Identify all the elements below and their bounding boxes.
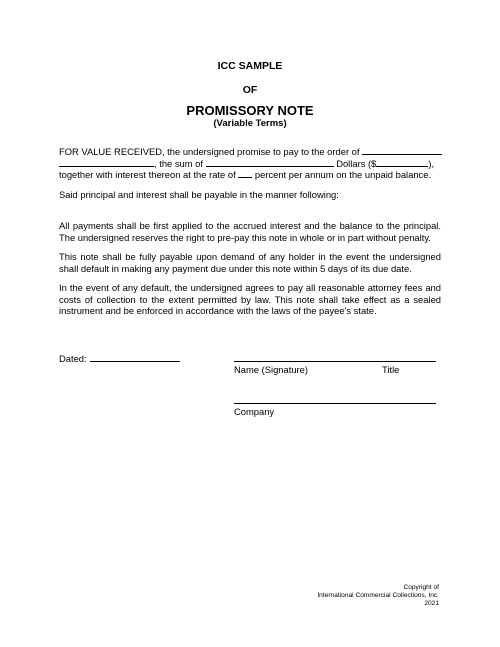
copyright-year: 2021	[424, 600, 439, 608]
paragraph-1-text-f: percent per annum on the unpaid balance.	[254, 169, 432, 181]
copyright-footer	[317, 584, 439, 609]
interest-rate-blank[interactable]	[238, 169, 252, 178]
copyright-line-2: International Commercial Collections, Inc.	[317, 592, 439, 600]
paragraph-1-line-2	[59, 158, 449, 170]
date-line[interactable]	[90, 361, 180, 362]
doc-header-line1: ICC SAMPLE	[217, 60, 283, 72]
company-line[interactable]	[234, 403, 436, 404]
paragraph-1-line-1	[59, 146, 449, 158]
paragraph-1-line-3	[59, 169, 449, 181]
document-subtitle: (Variable Terms)	[213, 118, 287, 129]
document-title: PROMISSORY NOTE	[186, 103, 314, 118]
paragraph-1-text-c: Dollars ($	[336, 157, 377, 169]
paragraph-1	[59, 146, 449, 181]
dated-label: Dated:	[59, 353, 87, 364]
amount-dollars-blank[interactable]	[376, 158, 428, 167]
paragraph-1-text-e: together with interest thereon at the rate of	[59, 169, 236, 181]
amount-words-blank[interactable]	[206, 158, 334, 167]
name-signature-label: Name (Signature)	[234, 364, 308, 375]
payee-blank-continued[interactable]	[59, 158, 154, 167]
signature-line[interactable]	[234, 361, 436, 362]
title-label: Title	[382, 364, 400, 375]
company-label: Company	[234, 406, 275, 417]
doc-header-line2: OF	[242, 84, 258, 96]
paragraph-1-text-a: FOR VALUE RECEIVED, the undersigned promise to pay to the order of	[59, 146, 360, 157]
payee-blank[interactable]	[362, 146, 442, 155]
paragraph-1-text-b: , the sum of	[154, 157, 203, 169]
paragraph-2: Said principal and interest shall be payable in the manner following:	[59, 189, 339, 200]
paragraph-5: In the event of any default, the undersigned agrees to pay all reasonable attorney fees and costs of collection to the extent permitted by law. This note shall take effect as a sealed instrument and be enforced in accordance with the laws of the payee's state.	[59, 282, 441, 317]
paragraph-3: All payments shall be first applied to the accrued interest and the balance to the principal. The undersigned reserves the right to pre-pay this note in whole or in part without penalty.	[59, 220, 441, 243]
copyright-line-1: Copyright of	[403, 584, 439, 591]
paragraph-1-text-d: ),	[428, 157, 435, 169]
paragraph-4: This note shall be fully payable upon demand of any holder in the event the undersigned shall default in making any payment due under this note within 5 days of its due date.	[59, 251, 441, 274]
